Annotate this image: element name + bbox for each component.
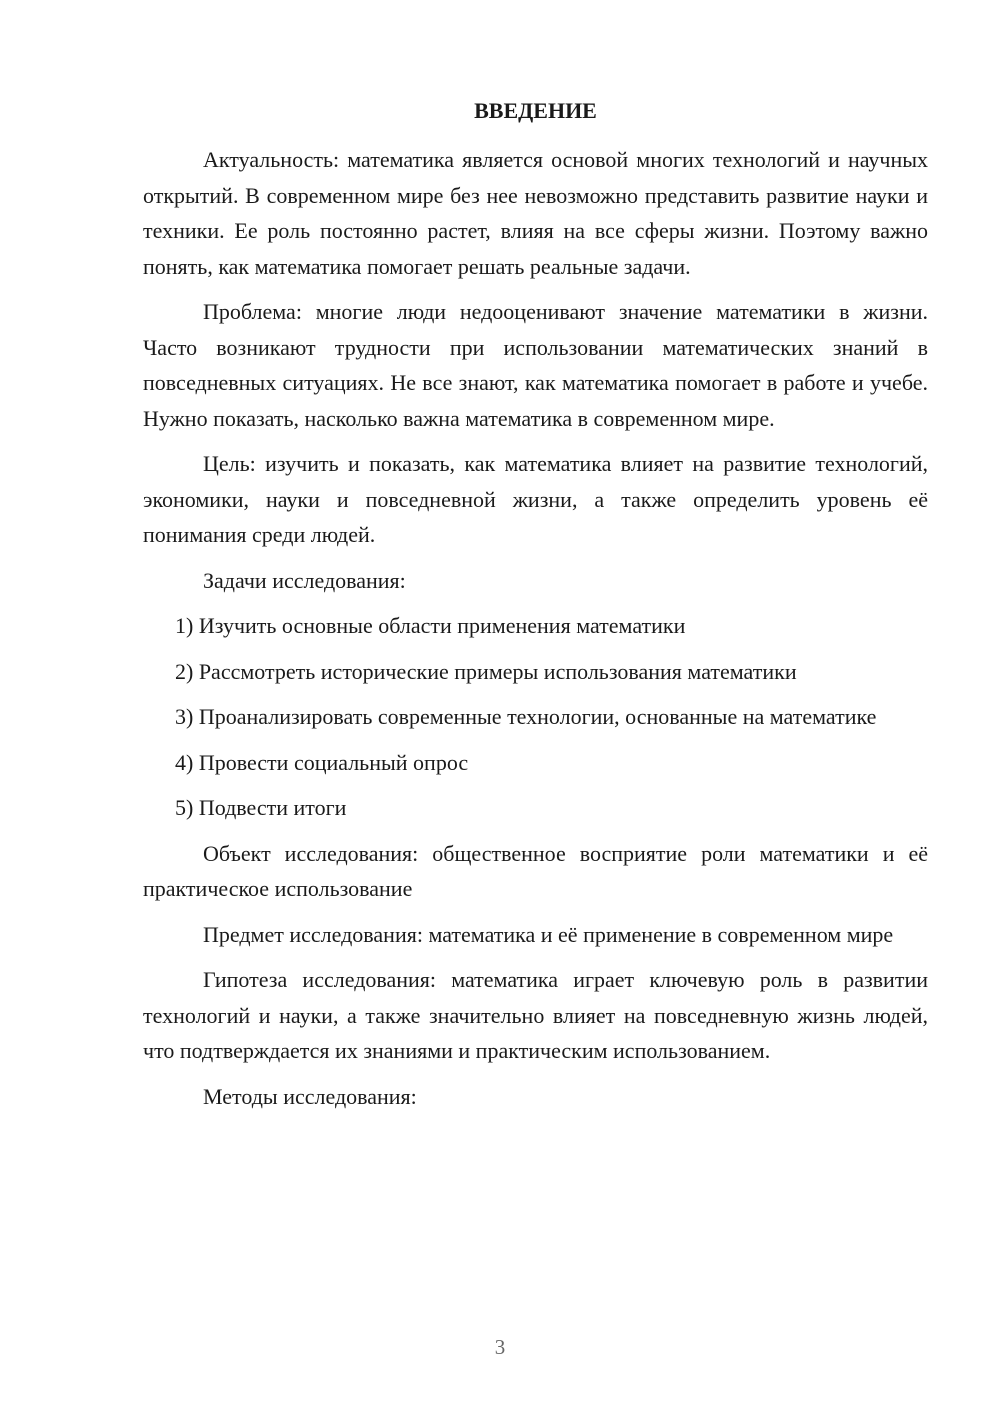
list-item: 5) Подвести итоги [175, 795, 347, 820]
list-item: 2) Рассмотреть исторические примеры использования математики [175, 658, 797, 684]
paragraph-problem: Проблема: многие люди недооценивают значение математики в жизни. Часто возникают трудности при использовании математических знаний в повседневных ситуациях. Не все знают, как математика помогает в работе и учебе. Нужно показать, насколько важна математика в современном мире. [143, 299, 928, 431]
paragraph-hypothesis: Гипотеза исследования: математика играет ключевую роль в развитии технологий и науки, а также значительно влияет на повседневную жизнь людей, что подтверждается их знаниями и практическим использованием. [143, 967, 928, 1063]
paragraph-subject: Предмет исследования: математика и её применение в современном мире [203, 921, 894, 947]
list-item: 1) Изучить основные области применения математики [175, 613, 686, 638]
methods-heading: Методы исследования: [203, 1083, 417, 1109]
page-number: 3 [494, 1335, 506, 1359]
list-item: 3) Проанализировать современные технологии, основанные на математике [175, 704, 877, 729]
paragraph-goal: Цель: изучить и показать, как математика влияет на развитие технологий, экономики, науки и повседневной жизни, а также определить уровень её понимания среди людей. [143, 451, 928, 547]
list-item: 4) Провести социальный опрос [175, 749, 469, 775]
paragraph-relevance: Актуальность: математика является основой многих технологий и научных открытий. В современном мире без нее невозможно представить развитие науки и техники. Ее роль постоянно растет, влияя на все сферы жизни. Поэтому важно понять, как математика помогает решать реальные задачи. [143, 147, 928, 279]
tasks-heading: Задачи исследования: [203, 567, 406, 593]
document-body [143, 142, 928, 1124]
page-title: ВВЕДЕНИЕ [474, 98, 597, 123]
paragraph-object: Объект исследования: общественное восприятие роли математики и её практическое использование [143, 840, 928, 901]
